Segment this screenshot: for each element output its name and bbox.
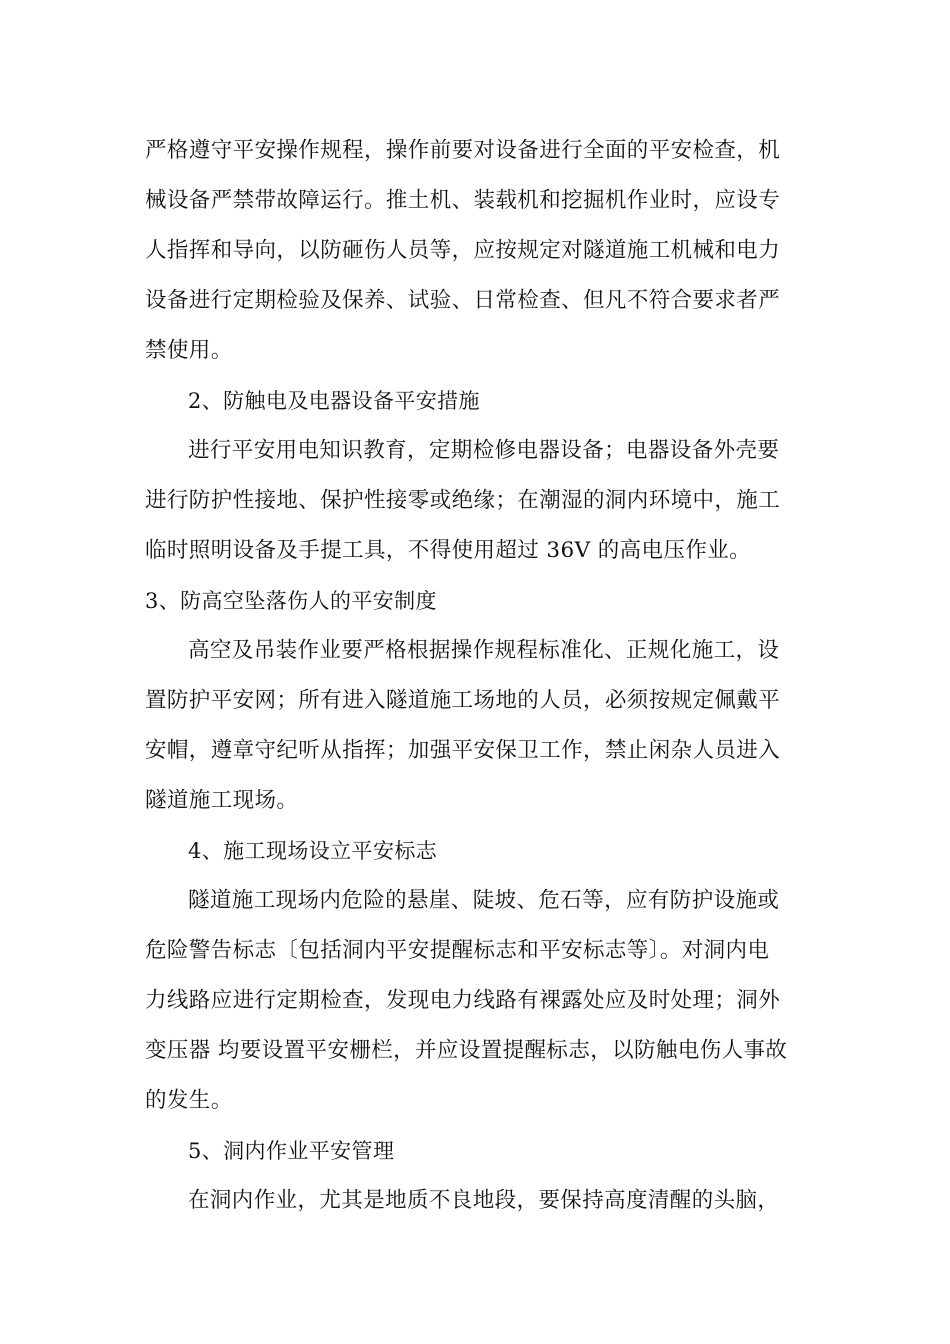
paragraph-line: 隧道施工现场。 xyxy=(145,788,299,813)
section-heading: 2、防触电及电器设备平安措施 xyxy=(188,389,480,413)
paragraph-line: 进行防护性接地、保护性接零或绝缘；在潮湿的洞内环境中，施工 xyxy=(145,488,781,513)
paragraph-line: 禁使用。 xyxy=(145,338,233,363)
paragraph-line: 械设备严禁带故障运行。推土机、装载机和挖掘机作业时，应设专 xyxy=(145,188,781,213)
paragraph-line: 变压器 均要设置平安栅栏，并应设置提醒标志，以防触电伤人事故 xyxy=(145,1038,788,1063)
paragraph-line: 在洞内作业，尤其是地质不良地段，要保持高度清醒的头脑， xyxy=(188,1188,780,1213)
paragraph-line: 隧道施工现场内危险的悬崖、陡坡、危石等，应有防护设施或 xyxy=(188,888,780,913)
paragraph-line: 进行平安用电知识教育，定期检修电器设备；电器设备外壳要 xyxy=(188,438,780,463)
paragraph-line: 临时照明设备及手提工具，不得使用超过 36V 的高电压作业。 xyxy=(145,538,752,563)
paragraph-line: 置防护平安网；所有进入隧道施工场地的人员，必须按规定佩戴平 xyxy=(145,688,781,713)
section-heading: 3、防高空坠落伤人的平安制度 xyxy=(145,589,437,613)
paragraph-line: 安帽，遵章守纪听从指挥；加强平安保卫工作，禁止闲杂人员进入 xyxy=(145,738,781,763)
paragraph-line: 危险警告标志〔包括洞内平安提醒标志和平安标志等〕。对洞内电 xyxy=(145,938,770,963)
paragraph-line: 严格遵守平安操作规程，操作前要对设备进行全面的平安检查，机 xyxy=(145,138,781,163)
section-heading: 5、洞内作业平安管理 xyxy=(188,1139,395,1163)
paragraph-line: 高空及吊装作业要严格根据操作规程标准化、正规化施工，设 xyxy=(188,638,780,663)
paragraph-line: 人指挥和导向，以防砸伤人员等，应按规定对隧道施工机械和电力 xyxy=(145,238,781,263)
document-body xyxy=(145,126,805,1226)
paragraph-line: 设备进行定期检验及保养、试验、日常检查、但凡不符合要求者严 xyxy=(145,288,781,313)
paragraph-line: 力线路应进行定期检查，发现电力线路有裸露处应及时处理；洞外 xyxy=(145,988,781,1013)
paragraph-line: 的发生。 xyxy=(145,1088,233,1113)
section-heading: 4、施工现场设立平安标志 xyxy=(188,839,438,863)
